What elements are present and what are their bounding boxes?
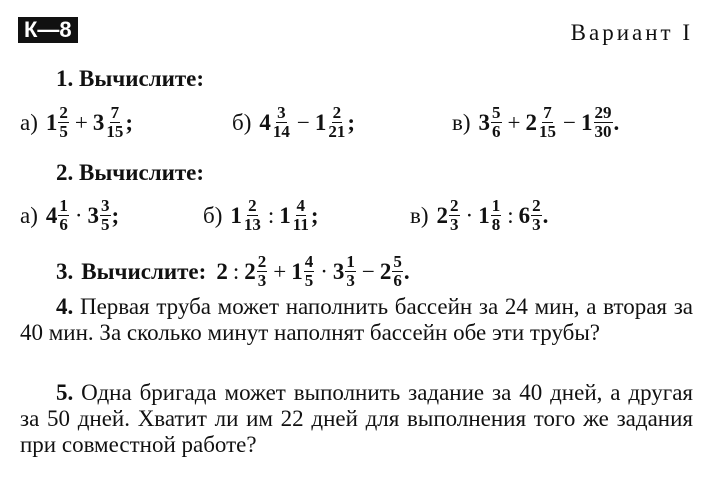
- mixed-number: 6 $\frac{2}{3}$: [518, 196, 541, 234]
- task5-text: Одна бригада может выполнить задание за 40 дней, а другая за 50 дней. Хватит ли им 22 дней для выполнения того же задания при совместной работе?: [20, 380, 694, 457]
- mixed-number: 1 $\frac{29}{30}$: [581, 103, 612, 141]
- mixed-number: 4 $\frac{3}{14}$: [259, 103, 290, 141]
- task1-a: а) 1 $\frac{2}{5}$ + 3 $\frac{7}{15}$ ;: [20, 103, 134, 141]
- mixed-number: 2 $\frac{5}{6}$: [379, 252, 402, 290]
- mixed-number: 2 $\frac{2}{3}$: [244, 252, 267, 290]
- task1-b-label: б): [232, 109, 252, 135]
- mixed-number: 3 $\frac{5}{6}$: [478, 103, 501, 141]
- mixed-number: 1 $\frac{2}{5}$: [45, 103, 68, 141]
- task2-a-label: а): [20, 202, 38, 228]
- task2-title: Вычислите:: [79, 160, 205, 185]
- task4-text: Первая труба может наполнить бассейн за 24 мин, а вторая за 40 мин. За сколько минут наполнят бассейн обе эти трубы?: [20, 294, 694, 345]
- task1-heading: [56, 66, 204, 92]
- task2-number: 2.: [56, 160, 74, 185]
- mixed-number: 3 $\frac{7}{15}$: [92, 103, 124, 141]
- mixed-number: 1 $\frac{4}{11}$: [279, 196, 309, 234]
- task2-b: б) 1 $\frac{2}{13}$ : 1 $\frac{4}{11}$ ;: [203, 196, 319, 234]
- task3: 3. Вычислите: 2 : 2 $\frac{2}{3}$ + 1 $\frac{4}{5}$ · 3 $\frac{1}{3}$ − 2 $\frac{5}{6}$ .: [56, 252, 410, 290]
- mixed-number: 1 $\frac{2}{21}$: [314, 103, 346, 141]
- task5: [20, 380, 693, 458]
- mixed-number: 2 $\frac{2}{3}$: [436, 196, 459, 234]
- mixed-number: 1 $\frac{2}{13}$: [230, 196, 261, 234]
- task2-c: в) 2 $\frac{2}{3}$ · 1 $\frac{1}{8}$ : 6 $\frac{2}{3}$ .: [410, 196, 549, 234]
- mixed-number: 4 $\frac{1}{6}$: [45, 196, 68, 234]
- task1-c-label: в): [452, 109, 471, 135]
- mixed-number: 1 $\frac{4}{5}$: [291, 252, 314, 290]
- task5-number: 5.: [56, 380, 74, 405]
- worksheet-code-badge: К—8: [18, 17, 78, 43]
- mixed-number: 3 $\frac{1}{3}$: [332, 252, 355, 290]
- variant-label: Вариант I: [570, 20, 693, 45]
- task2-heading: [56, 160, 204, 186]
- task3-number: 3.: [56, 258, 74, 284]
- mixed-number: 2 $\frac{7}{15}$: [525, 103, 557, 141]
- mixed-number: 1 $\frac{1}{8}$: [478, 196, 501, 234]
- task2-c-label: в): [410, 202, 429, 228]
- task1-title: Вычислите:: [79, 66, 205, 91]
- task4: [20, 294, 693, 346]
- task4-number: 4.: [56, 294, 74, 319]
- task2-a: а) 4 $\frac{1}{6}$ · 3 $\frac{3}{5}$ ;: [20, 196, 120, 234]
- task1-c: в) 3 $\frac{5}{6}$ + 2 $\frac{7}{15}$ − 1 $\frac{29}{30}$ .: [452, 103, 620, 141]
- task1-a-label: а): [20, 109, 38, 135]
- task3-title: Вычислите:: [81, 258, 207, 284]
- task1-number: 1.: [56, 66, 74, 91]
- task2-b-label: б): [203, 202, 223, 228]
- task1-b: б) 4 $\frac{3}{14}$ − 1 $\frac{2}{21}$ ;: [232, 103, 356, 141]
- mixed-number: 3 $\frac{3}{5}$: [87, 196, 110, 234]
